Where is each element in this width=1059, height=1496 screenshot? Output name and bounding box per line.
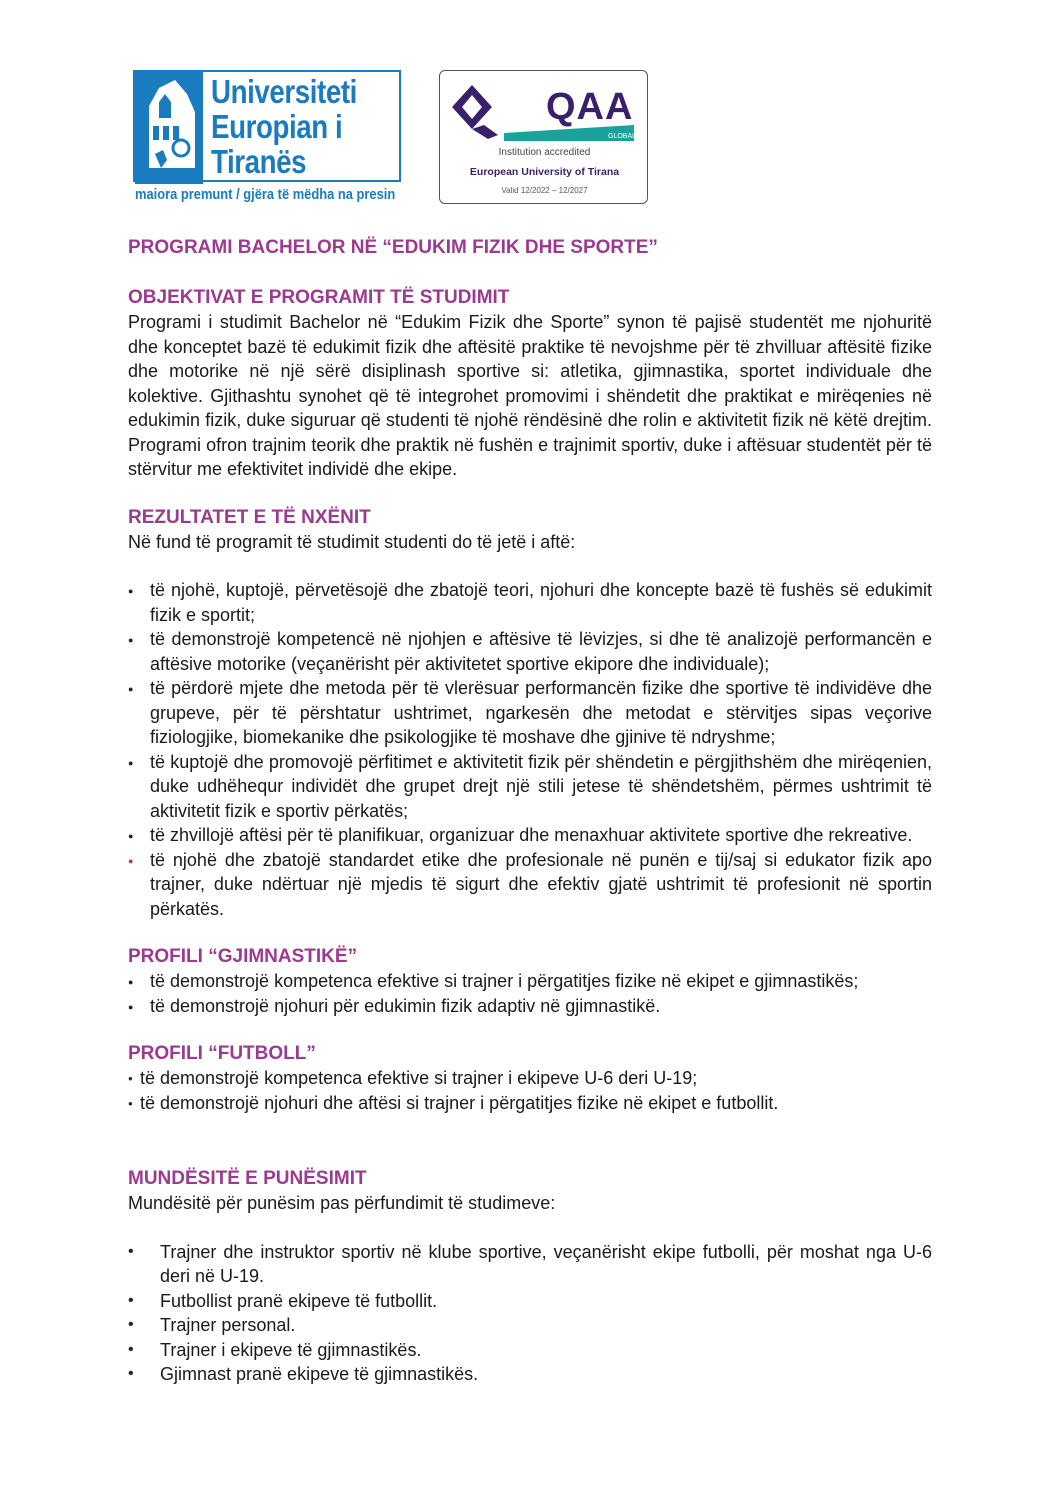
list-item: • Trajner personal. bbox=[128, 1313, 932, 1338]
university-emblem-icon bbox=[135, 72, 203, 184]
gymnastics-profile-heading: PROFILI “GJIMNASTIKË” bbox=[128, 946, 358, 967]
list-item: ● të demonstrojë kompetenca efektive si trajner i ekipeve U-6 deri U-19; bbox=[128, 1066, 932, 1091]
university-name bbox=[211, 74, 371, 179]
objectives-section bbox=[128, 286, 932, 482]
university-logo bbox=[133, 70, 405, 208]
list-item: ● të demonstrojë njohuri për edukimin fizik adaptiv në gjimnastikë. bbox=[128, 994, 932, 1019]
learning-outcomes-section bbox=[128, 506, 932, 922]
qaa-institution-accredited: Institution accredited bbox=[498, 147, 591, 158]
university-name-line-1: Universiteti bbox=[211, 73, 357, 110]
document-body bbox=[128, 236, 932, 1387]
list-item: • Trajner i ekipeve të gjimnastikës. bbox=[128, 1338, 932, 1363]
learning-outcomes-heading: REZULTATET E TË NXËNIT bbox=[128, 506, 371, 528]
qaa-brand-text: QAA bbox=[546, 86, 634, 128]
objectives-paragraph: Programi i studimit Bachelor në “Edukim Fizik dhe Sporte” synon të pajisë studentët me njohuritë dhe konceptet bazë të edukimit fizik dhe aftësitë praktike të nevojshme për të zhvilluar aftësitë fizike dhe motorike në një sërë disiplinash sportive si: atletika, gjimnastika, sportet individuale dhe kolektive. Gjithashtu synohet që të integrohet promovimi i shëndetit dhe praktikat e mirëqenies në edukimin fizik, duke siguruar që studenti të njohë rëndësinë dhe rolin e aktivitetit fizik në këtë drejtim. Programi ofron trajnim teorik dhe praktik në fushën e trajnimit sportiv, duke i aftësuar studentët për të stërvitur me efektivitet individë dhe ekipe. bbox=[128, 312, 932, 479]
university-name-line-2: Europian i bbox=[211, 108, 343, 145]
list-item: ● të demonstrojë kompetencë në njohjen e aftësive të lëvizjes, si dhe të analizojë performancën e aftësive motorike (veçanërisht për aktivitetet sportive ekipore dhe individuale); bbox=[128, 627, 932, 676]
employment-intro: Mundësitë për punësim pas përfundimit të studimeve: bbox=[128, 1193, 556, 1213]
qaa-institution-name: European University of Tirana bbox=[469, 166, 620, 178]
qaa-logo-icon bbox=[448, 79, 644, 145]
university-logo-frame bbox=[133, 70, 401, 182]
objectives-heading: OBJEKTIVAT E PROGRAMIT TË STUDIMIT bbox=[128, 287, 510, 308]
list-item: ● të zhvillojë aftësi për të planifikuar, organizuar dhe menaxhuar aktivitete sportive dhe rekreative. bbox=[128, 823, 932, 848]
list-item: • Trajner dhe instruktor sportiv në klube sportive, veçanërisht ekipe futbolli, për moshat nga U-6 deri në U-19. bbox=[128, 1240, 932, 1289]
university-motto: maiora premunt / gjëra të mëdha na presin bbox=[135, 186, 396, 203]
document-title: PROGRAMI BACHELOR NË “EDUKIM FIZIK DHE SPORTE” bbox=[128, 237, 658, 258]
learning-outcomes-list bbox=[128, 578, 932, 921]
employment-section bbox=[128, 1167, 932, 1387]
list-item: ● të përdorë mjete dhe metoda për të vlerësuar performancën fizike dhe sportive të individëve dhe grupeve, për të përshtatur ushtrimet, ngarkesën dhe metodat e stërvitjes sipas veçorive fiziologjike, biomekanike dhe psikologjike të moshave dhe gjinive të ndryshme; bbox=[128, 676, 932, 750]
list-item: • Gjimnast pranë ekipeve të gjimnastikës. bbox=[128, 1362, 932, 1387]
qaa-accreditation-badge bbox=[439, 70, 648, 204]
gymnastics-profile-list bbox=[128, 969, 932, 1018]
list-item: ● të demonstrojë njohuri dhe aftësi si trajner i përgatitjes fizike në ekipet e futbollit. bbox=[128, 1091, 932, 1116]
university-name-line-3: Tiranës bbox=[211, 143, 307, 180]
list-item: • Futbollist pranë ekipeve të futbollit. bbox=[128, 1289, 932, 1314]
football-profile-section bbox=[128, 1042, 932, 1115]
qaa-global-text: GLOBAL bbox=[608, 133, 637, 140]
list-item: ● të njohë dhe zbatojë standardet etike dhe profesionale në punën e tij/saj si edukator fizik apo trajner, duke ndërtuar një mjedis të sigurt dhe efektiv gjatë ushtrimit të profesionit në sportin përkatës. bbox=[128, 848, 932, 922]
list-item: ● të kuptojë dhe promovojë përfitimet e aktivitetit fizik për shëndetin e përgjithshëm dhe mirëqenien, duke udhëhequr individët dhe grupet drejt një stili jetese të shëndetshëm, përmes ushtrimit të aktivitetit fizik e sportiv përkatës; bbox=[128, 750, 932, 824]
employment-list bbox=[128, 1240, 932, 1387]
employment-heading: MUNDËSITË E PUNËSIMIT bbox=[128, 1168, 367, 1189]
qaa-validity: Valid 12/2022 – 12/2027 bbox=[501, 186, 588, 195]
football-profile-heading: PROFILI “FUTBOLL” bbox=[128, 1043, 316, 1064]
football-profile-list bbox=[128, 1066, 932, 1115]
list-item: ● të njohë, kuptojë, përvetësojë dhe zbatojë teori, njohuri dhe koncepte bazë të fushës së edukimit fizik e sportit; bbox=[128, 578, 932, 627]
list-item: ● të demonstrojë kompetenca efektive si trajner i përgatitjes fizike në ekipet e gjimnastikës; bbox=[128, 969, 932, 994]
gymnastics-profile-section bbox=[128, 945, 932, 1018]
learning-outcomes-intro: Në fund të programit të studimit studenti do të jetë i aftë: bbox=[128, 531, 576, 552]
